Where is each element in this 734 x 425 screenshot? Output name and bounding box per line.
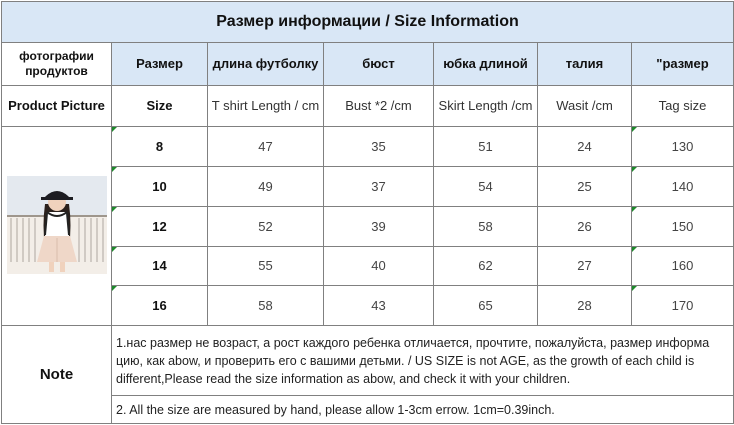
skirt-length-cell: 58 [434, 206, 538, 246]
waist-cell: 27 [538, 246, 632, 286]
header-en-tag-size: Tag size [632, 85, 734, 127]
waist-cell: 26 [538, 206, 632, 246]
tag-size-cell: 130 [632, 127, 734, 167]
header-en-bust: Bust *2 /cm [324, 85, 434, 127]
product-picture-cell [2, 127, 112, 326]
header-ru-skirt-length: юбка длиной [434, 42, 538, 85]
size-cell: 12 [112, 206, 208, 246]
header-row-russian [2, 42, 734, 85]
note-row [2, 326, 734, 396]
note-label: Note [2, 326, 112, 424]
bust-cell: 43 [324, 286, 434, 326]
tshirt-length-cell: 52 [208, 206, 324, 246]
size-cell: 8 [112, 127, 208, 167]
size-cell: 16 [112, 286, 208, 326]
bust-cell: 35 [324, 127, 434, 167]
note-line-2: 2. All the size are measured by hand, please allow 1-3cm errow. 1cm=0.39inch. [112, 396, 734, 424]
note-row [2, 396, 734, 424]
skirt-length-cell: 62 [434, 246, 538, 286]
header-en-size: Size [112, 85, 208, 127]
tshirt-length-cell: 58 [208, 286, 324, 326]
product-photo [7, 176, 107, 274]
size-cell: 10 [112, 167, 208, 207]
bust-cell: 37 [324, 167, 434, 207]
header-ru-waist: талия [538, 42, 632, 85]
waist-cell: 24 [538, 127, 632, 167]
table-row [2, 246, 734, 286]
header-en-waist: Wasit /cm [538, 85, 632, 127]
size-chart-table [1, 1, 734, 424]
skirt-length-cell: 54 [434, 167, 538, 207]
bust-cell: 40 [324, 246, 434, 286]
waist-cell: 28 [538, 286, 632, 326]
tag-size-cell: 140 [632, 167, 734, 207]
header-ru-tag-size: "размер [632, 42, 734, 85]
table-row [2, 206, 734, 246]
header-ru-tshirt-length: длина футболку [208, 42, 324, 85]
skirt-length-cell: 51 [434, 127, 538, 167]
header-row-english [2, 85, 734, 127]
header-ru-photo: фотографии продуктов [2, 42, 112, 85]
tshirt-length-cell: 49 [208, 167, 324, 207]
skirt-length-cell: 65 [434, 286, 538, 326]
size-cell: 14 [112, 246, 208, 286]
waist-cell: 25 [538, 167, 632, 207]
header-ru-bust: бюст [324, 42, 434, 85]
tshirt-length-cell: 55 [208, 246, 324, 286]
note-line-1: 1.нас размер не возраст, а рост каждого ребенка отличается, прочтите, пожалуйста, размер информа цию, как abow, и проверить его с вашими детьми. / US SIZE is not AGE, as the growth of each child is different,Please read the size information as abow, and check it with your children. [112, 326, 734, 396]
tag-size-cell: 170 [632, 286, 734, 326]
header-en-skirt-length: Skirt Length /cm [434, 85, 538, 127]
tag-size-cell: 150 [632, 206, 734, 246]
header-ru-size: Размер [112, 42, 208, 85]
bust-cell: 39 [324, 206, 434, 246]
table-title: Размер информации / Size Information [2, 2, 734, 43]
tshirt-length-cell: 47 [208, 127, 324, 167]
header-en-photo: Product Picture [2, 85, 112, 127]
table-row [2, 167, 734, 207]
header-en-tshirt-length: T shirt Length / cm [208, 85, 324, 127]
table-row [2, 286, 734, 326]
table-row [2, 127, 734, 167]
tag-size-cell: 160 [632, 246, 734, 286]
